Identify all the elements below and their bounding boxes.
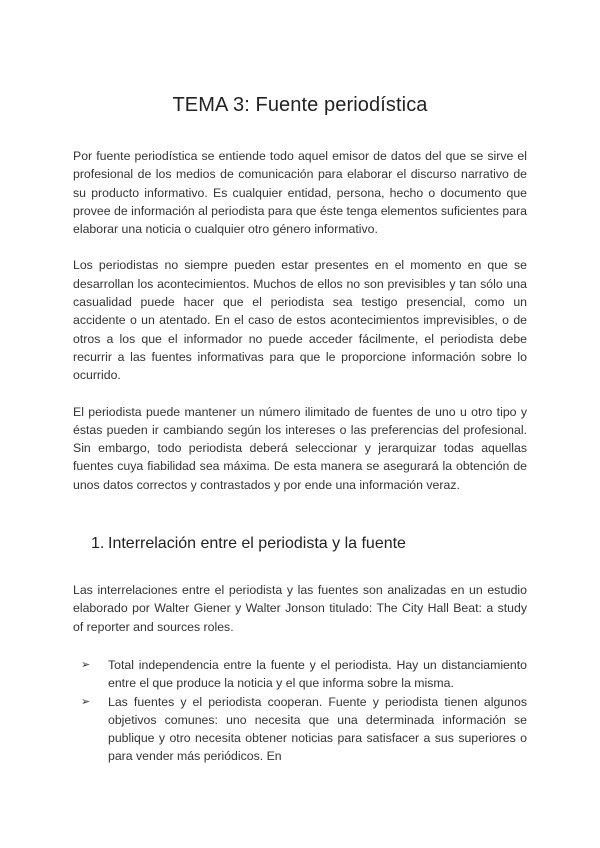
paragraph-presence: Los periodistas no siempre pueden estar presentes en el momento en que se desarrollan los acontecimientos. Muchos de ellos no son previsibles y tan sólo una casualidad puede hacer que el periodista sea testigo presencial, como un accidente o un atentado. En el caso de estos acontecimientos imprevisibles, o de otros a los que el informador no puede acceder fácilmente, el periodista debe recurrir a las fuentes informativas para que le proporcione información sobre lo ocurrido. [73,258,527,383]
list-item [73,656,527,693]
paragraph-selection: El periodista puede mantener un número ilimitado de fuentes de uno u otro tipo y éstas pueden ir cambiando según los intereses o las preferencias del profesional. Sin embargo, todo periodista deberá seleccionar y jerarquizar todas aquellas fuentes cuya fiabilidad sea máxima. De esta manera se asegurará la obtención de unos datos correctos y contrastados y por ende una información veraz. [73,404,527,492]
arrow-bullet-icon: ➢ [81,657,91,671]
list-item-text: Las fuentes y el periodista cooperan. Fuente y periodista tienen algunos objetivos comunes: uno necesita que una determinada información se publique y otro necesita obtener noticias para satisfacer a sus superiores o para vender más periódicos. En [108,694,527,764]
paragraph-definition: Por fuente periodística se entiende todo aquel emisor de datos del que se sirve el profesional de los medios de comunicación para elaborar el discurso narrativo de su producto informativo. Es cualquier entidad, persona, hecho o documento que provee de información al periodista para que éste tenga elementos suficientes para elaborar una noticia o cualquier otro género informativo. [73,149,527,237]
section-heading-text: Interrelación entre el periodista y la fuente [108,535,406,553]
section-heading [73,534,527,554]
section-intro-paragraph: Las interrelaciones entre el periodista y las fuentes son analizadas en un estudio elaborado por Walter Giener y Walter Jonson titulado: The City Hall Beat: a study of reporter and sources roles. [73,583,527,634]
list-item-text: Total independencia entre la fuente y el periodista. Hay un distanciamiento entre el que produce la noticia y el que informa sobre la misma. [108,657,527,691]
document-title: TEMA 3: Fuente periodística [172,94,428,116]
section-number: 1. [91,535,105,553]
list-item [73,693,527,766]
arrow-bullet-icon: ➢ [81,694,91,708]
bullet-list [73,656,527,766]
